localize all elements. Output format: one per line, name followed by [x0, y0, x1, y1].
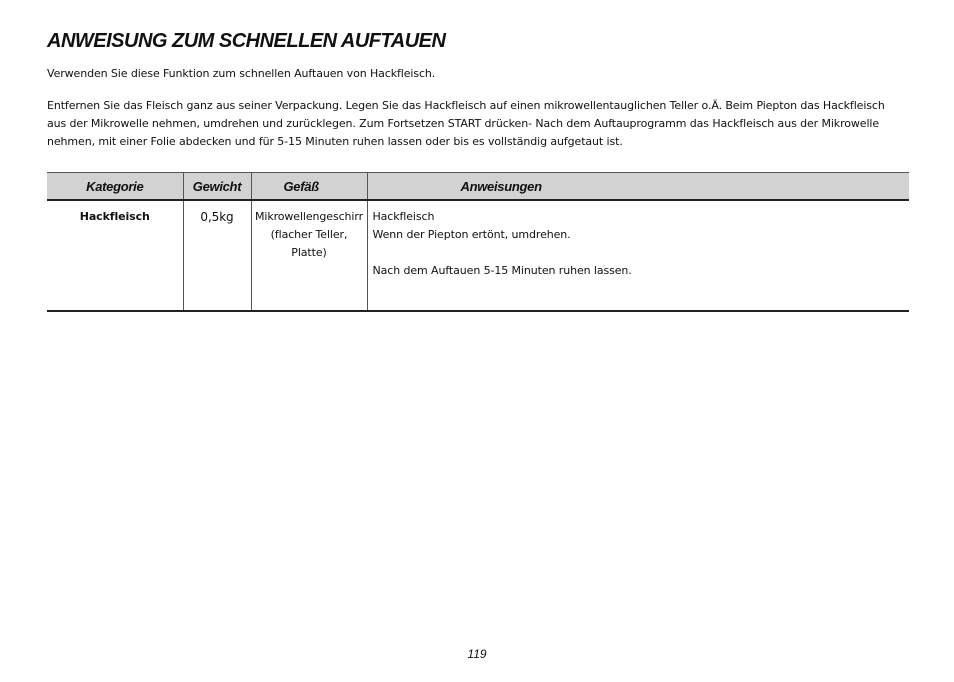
cell-gewicht: 0,5kg: [183, 200, 251, 311]
instruction-line-1: Hackfleisch: [372, 210, 435, 223]
instructions-paragraph: Entfernen Sie das Fleisch ganz aus seiner Verpackung. Legen Sie das Hackfleisch auf einen mikrowellentauglichen Teller o.Ä. Beim Piepton das Hackfleisch aus der Mikrowelle nehmen, umdrehen und zurücklegen. Zum Fortsetzen START drücken- Nach dem Auftauprogramm das Hackfleisch aus der Mikrowelle nehmen, mit einer Folie abdecken und für 5-15 Minuten ruhen lassen oder bis es vollständig aufgetaut ist.: [47, 99, 885, 148]
table-header-row: [47, 173, 909, 201]
intro-text: Verwenden Sie diese Funktion zum schnellen Auftauen von Hackfleisch.: [47, 67, 436, 80]
header-anweisungen: Anweisungen: [367, 173, 909, 201]
page-number: 119: [467, 647, 487, 661]
header-gewicht: Gewicht: [183, 173, 251, 201]
instruction-spacer: [373, 244, 905, 262]
defrost-table: [47, 172, 909, 312]
header-kategorie: Kategorie: [47, 173, 183, 201]
cell-gefaess: Mikrowellengeschirr (flacher Teller, Platte): [251, 200, 367, 311]
instruction-line-3: Nach dem Auftauen 5-15 Minuten ruhen lassen.: [372, 264, 632, 277]
instruction-line-2: Wenn der Piepton ertönt, umdrehen.: [372, 228, 571, 241]
header-gefaess: Gefäß: [251, 173, 367, 201]
cell-kategorie: Hackfleisch: [47, 200, 183, 311]
cell-anweisungen: [367, 200, 909, 311]
table-row: [47, 200, 909, 311]
page-title: ANWEISUNG ZUM SCHNELLEN AUFTAUEN: [47, 30, 446, 52]
